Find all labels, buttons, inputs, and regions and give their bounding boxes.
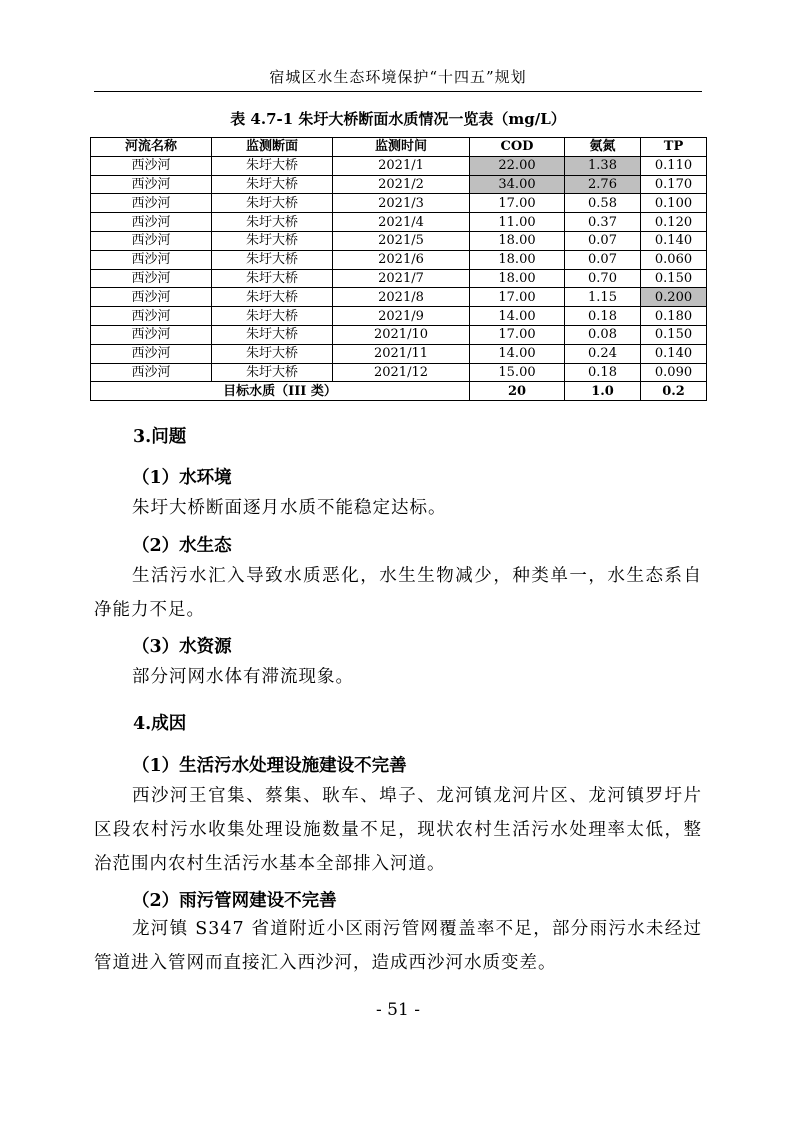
cell-time: 2021/8 [333,288,470,307]
cell-time: 2021/10 [333,325,470,344]
cell-ammonia: 0.58 [565,194,641,213]
table-row [91,156,707,175]
cell-cod: 18.00 [470,269,565,288]
cell-river: 西沙河 [91,269,212,288]
cell-time: 2021/6 [333,250,470,269]
cell-river: 西沙河 [91,288,212,307]
cell-cod: 22.00 [470,156,565,175]
cell-tp: 0.170 [641,175,707,194]
cell-time: 2021/4 [333,213,470,232]
cell-cod: 15.00 [470,363,565,382]
cell-river: 西沙河 [91,231,212,250]
cell-river: 西沙河 [91,175,212,194]
cell-river: 西沙河 [91,250,212,269]
paragraph-water-ecology: 生活污水汇入导致水质恶化，水生生物减少，种类单一，水生态系自净能力不足。 [94,566,702,620]
table-row [91,231,707,250]
cell-section: 朱圩大桥 [212,213,333,232]
cell-ammonia: 0.18 [565,363,641,382]
cell-time: 2021/7 [333,269,470,288]
table-title: 表 4.7-1 朱圩大桥断面水质情况一览表（mg/L） [230,110,566,128]
cell-time: 2021/2 [333,175,470,194]
cell-section: 朱圩大桥 [212,175,333,194]
cell-cod: 17.00 [470,325,565,344]
cell-tp: 0.090 [641,363,707,382]
cell-cod: 17.00 [470,194,565,213]
target-quality-row [91,382,707,401]
table-row [91,307,707,326]
cell-time: 2021/12 [333,363,470,382]
cell-tp: 0.150 [641,269,707,288]
paragraph-sewage-facilities: 西沙河王官集、蔡集、耿车、埠子、龙河镇龙河片区、龙河镇罗圩片区段农村污水收集处理设施数量不足，现状农村生活污水处理率太低，整治范围内农村生活污水基本全部排入河道。 [94,786,702,874]
cell-section: 朱圩大桥 [212,344,333,363]
document-header: 宿城区水生态环境保护“十四五”规划 [269,68,527,86]
cell-tp: 0.120 [641,213,707,232]
cell-ammonia: 0.18 [565,307,641,326]
table-row [91,250,707,269]
subheading-water-ecology: （2）水生态 [132,536,232,556]
cell-river: 西沙河 [91,363,212,382]
cell-cod: 14.00 [470,307,565,326]
target-quality-label: 目标水质（III 类） [91,382,470,401]
cell-section: 朱圩大桥 [212,288,333,307]
table-row [91,344,707,363]
cell-tp: 0.200 [641,288,707,307]
paragraph-water-environment: 朱圩大桥断面逐月水质不能稳定达标。 [132,498,447,518]
column-header-time: 监测时间 [333,138,470,157]
cell-section: 朱圩大桥 [212,231,333,250]
cell-ammonia: 0.08 [565,325,641,344]
cell-ammonia: 2.76 [565,175,641,194]
table-row [91,325,707,344]
cell-river: 西沙河 [91,213,212,232]
subheading-water-resources: （3）水资源 [132,637,232,657]
cell-cod: 14.00 [470,344,565,363]
cell-ammonia: 0.70 [565,269,641,288]
cell-ammonia: 0.37 [565,213,641,232]
cell-section: 朱圩大桥 [212,156,333,175]
cell-cod: 17.00 [470,288,565,307]
cell-tp: 0.180 [641,307,707,326]
cell-time: 2021/1 [333,156,470,175]
cell-tp: 0.100 [641,194,707,213]
table-row [91,175,707,194]
cell-section: 朱圩大桥 [212,307,333,326]
cell-section: 朱圩大桥 [212,250,333,269]
column-header-river: 河流名称 [91,138,212,157]
cell-section: 朱圩大桥 [212,194,333,213]
cell-ammonia: 1.15 [565,288,641,307]
table-row [91,363,707,382]
cell-section: 朱圩大桥 [212,269,333,288]
paragraph-water-resources: 部分河网水体有滞流现象。 [132,667,354,687]
cell-ammonia: 1.38 [565,156,641,175]
column-header-ammonia: 氨氮 [565,138,641,157]
paragraph-pipe-network: 龙河镇 S347 省道附近小区雨污管网覆盖率不足，部分雨污水未经过管道进入管网而直接汇入西沙河，造成西沙河水质变差。 [94,919,702,973]
target-tp: 0.2 [641,382,707,401]
table-row [91,269,707,288]
header-rule [94,91,702,92]
cell-tp: 0.110 [641,156,707,175]
cell-tp: 0.060 [641,250,707,269]
cell-tp: 0.140 [641,344,707,363]
cell-river: 西沙河 [91,194,212,213]
cell-river: 西沙河 [91,325,212,344]
cell-cod: 11.00 [470,213,565,232]
cell-ammonia: 0.24 [565,344,641,363]
cell-cod: 18.00 [470,231,565,250]
column-header-cod: COD [470,138,565,157]
cell-time: 2021/5 [333,231,470,250]
cell-time: 2021/9 [333,307,470,326]
cell-time: 2021/3 [333,194,470,213]
column-header-section: 监测断面 [212,138,333,157]
cell-time: 2021/11 [333,344,470,363]
table-row [91,288,707,307]
cell-ammonia: 0.07 [565,250,641,269]
cell-section: 朱圩大桥 [212,325,333,344]
cell-ammonia: 0.07 [565,231,641,250]
subheading-water-environment: （1）水环境 [132,468,232,488]
page-number: - 51 - [376,1000,420,1020]
table-row [91,213,707,232]
cell-cod: 18.00 [470,250,565,269]
water-quality-table [90,137,707,401]
cell-tp: 0.150 [641,325,707,344]
cell-river: 西沙河 [91,344,212,363]
target-cod: 20 [470,382,565,401]
cell-cod: 34.00 [470,175,565,194]
cell-section: 朱圩大桥 [212,363,333,382]
subheading-pipe-network: （2）雨污管网建设不完善 [132,891,337,911]
section-heading-problems: 3.问题 [133,427,187,447]
cell-tp: 0.140 [641,231,707,250]
cell-river: 西沙河 [91,156,212,175]
section-heading-causes: 4.成因 [133,714,187,734]
table-header-row [91,138,707,157]
column-header-tp: TP [641,138,707,157]
subheading-sewage-facilities: （1）生活污水处理设施建设不完善 [132,756,407,776]
target-ammonia: 1.0 [565,382,641,401]
cell-river: 西沙河 [91,307,212,326]
table-row [91,194,707,213]
